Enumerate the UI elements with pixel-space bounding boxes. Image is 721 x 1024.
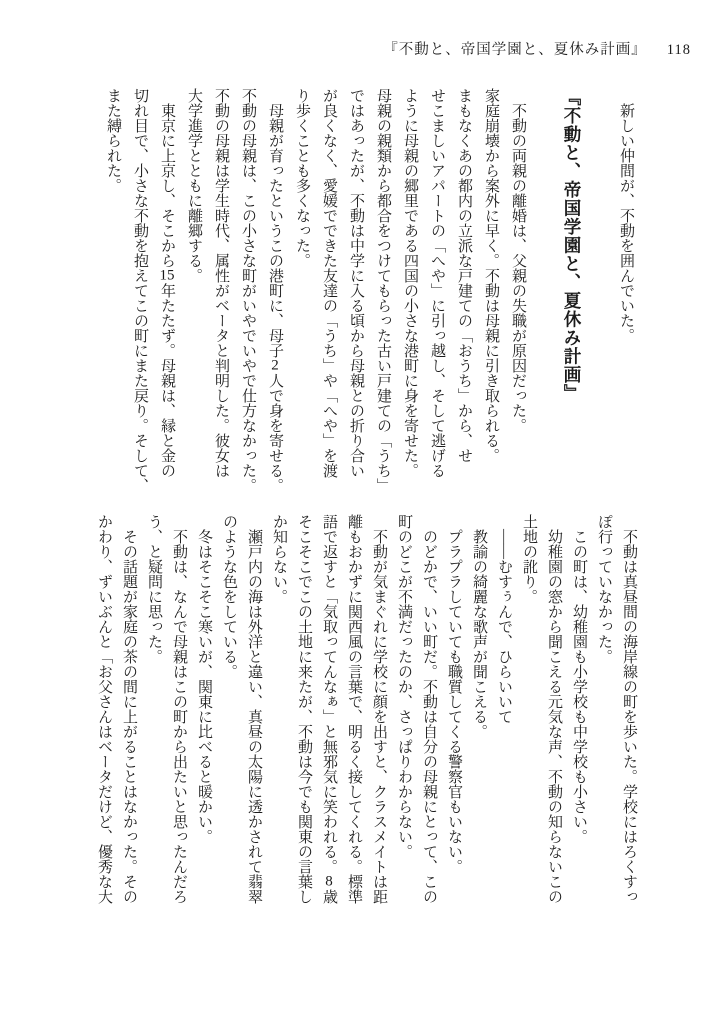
text-line: 不動が気まぐれに学校に顔を出すと、クラスメイトは距	[371, 514, 387, 904]
text-line: プラプラしていても職質してくる警察官もいない。	[446, 514, 462, 874]
top-text-block	[99, 88, 639, 514]
text-line: が良くなく、愛媛でできた友達の「うち」や「へや」を渡	[321, 88, 337, 478]
top-body-lines	[99, 88, 531, 514]
text-line: か知らない。	[271, 514, 287, 604]
text-line: せこましいアパートの「へや」に引っ越し、そして逃げる	[429, 88, 445, 478]
text-line: また縛られた。	[105, 88, 121, 193]
text-line: 教諭の綺麗な歌声が聞こえる。	[471, 514, 487, 739]
text-line: 家庭崩壊から案外に早く。不動は母親に引き取られる。	[483, 88, 499, 463]
column-spacer	[531, 88, 558, 514]
running-head-title: 『不動と、帝国学園と、夏休み計画』	[383, 42, 647, 58]
text-line: 新しい仲間が、不動を囲んでいた。	[618, 88, 634, 343]
section-title: 『不動と、帝国学園と、夏休み計画』	[562, 88, 582, 403]
text-line: 離もおかずに関西風の言葉で、明るく接してくれる。標準	[346, 514, 362, 904]
text-line: 東京に上京し、そこから15年たたず。母親は、縁と金の	[159, 88, 175, 478]
text-line: 切れ目で、小さな不動を抱えてこの町にまた戻り。そして、	[132, 88, 148, 493]
text-line: ぽ行っていなかった。	[596, 514, 612, 664]
text-line: 不動の両親の離婚は、父親の失職が原因だった。	[510, 88, 526, 433]
page-header	[383, 38, 691, 59]
text-line: ――むすぅんで、ひらいいて	[496, 514, 512, 724]
text-line: 母親が育ったというこの港町に、母子2人で身を寄せる。	[267, 88, 283, 493]
column-spacer	[585, 88, 612, 514]
text-line: ように母親の郷里である四国の小さな港町に身を寄せた。	[402, 88, 418, 478]
text-line: のような色をしている。	[221, 514, 237, 679]
text-line: そこそこでこの土地に来たが、不動は今でも関東の言葉し	[296, 514, 312, 904]
text-line: 土地の訛り。	[521, 514, 537, 604]
text-line: まもなくあの都内の立派な戸建ての「おうち」から、せ	[456, 88, 472, 463]
text-line: かわり、ずいぶんと「お父さんはベータだけど、優秀な大	[96, 514, 112, 904]
page-number: 118	[666, 42, 691, 58]
text-line: う、と疑問に思った。	[146, 514, 162, 664]
text-line: 幼稚園の窓から聞こえる元気な声、不動の知らないこの	[546, 514, 562, 904]
bottom-body-lines	[91, 514, 641, 962]
text-line: ではあったが、不動は中学に入る頃から母親との折り合い	[348, 88, 364, 478]
text-line: この町は、幼稚園も小学校も中学校も小さい。	[571, 514, 587, 844]
text-line: り歩くことも多くなった。	[294, 88, 310, 268]
text-line: 不動の母親は、この小さな町がいやでいやで仕方なかった。	[240, 88, 256, 493]
text-line: 冬はそこそこ寒いが、関東に比べると暖かい。	[196, 514, 212, 844]
text-line: 町のどこが不満だったのか、さっぱりわからない。	[396, 514, 412, 859]
text-line: 母親の親類から都合をつけてもらった古い戸建ての「うち」	[375, 88, 391, 493]
text-line: 不動は、なんで母親はこの町から出たいと思ったんだろ	[171, 514, 187, 904]
text-line: その話題が家庭の茶の間に上がることはなかった。その	[121, 514, 137, 904]
text-line: 大学進学とともに離郷する。	[186, 88, 202, 283]
text-line: のどかで、いい町だ。不動は自分の母親にとって、この	[421, 514, 437, 904]
text-line: 不動は真昼間の海岸線の町を歩いた。学校にはろくすっ	[621, 514, 637, 904]
text-line: 語で返すと「気取ってんなぁ」と無邪気に笑われる。8歳	[321, 514, 337, 904]
text-line: 瀬戸内の海は外洋と違い、真昼の太陽に透かされて翡翠	[246, 514, 262, 904]
text-line: 不動の母親は学生時代、属性がベータと判明した。彼女は	[213, 88, 229, 478]
bottom-text-block	[91, 514, 641, 962]
